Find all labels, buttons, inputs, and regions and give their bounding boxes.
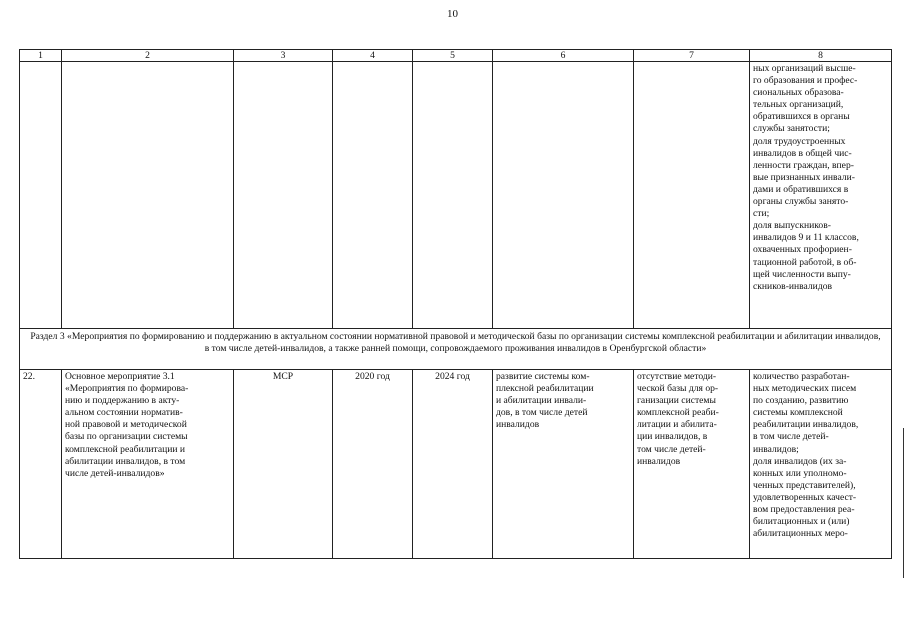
column-number: 3 (234, 50, 333, 62)
row-number: 22. (20, 370, 62, 559)
column-number: 2 (62, 50, 234, 62)
empty-cell (634, 62, 750, 329)
empty-cell (413, 62, 493, 329)
indicators-cell: ных организаций высше- го образования и профес- сиональных образова- тельных организаций, обратившихся в органы службы занятости; доля трудоустроенных инвалидов в общей чис- ленности граждан, впер- вые признанных инвали- дами и обратившихся в органы службы занято- сти; доля выпускников- инвалидов 9 и 11 классов, охваченных профориен- тационной работой, в об- щей численности выпу- скников-инвалидов (750, 62, 892, 329)
consequences: отсутствие методи- ческой базы для ор- ганизации системы комплексной реаби- литации и абилита- ции инвалидов, в том числе детей- инвалидов (634, 370, 750, 559)
empty-cell (234, 62, 333, 329)
section-title: Раздел 3 «Мероприятия по формированию и поддержанию в актуальном состоянии нормативной правовой и методической базы по организации системы комплексной реабилитации и абилитации инвалидов, в том числе детей-инвалидов, а также ранней помощи, сопровождаемого проживания инвалидов в Оренбургской области» (20, 329, 892, 370)
column-number: 7 (634, 50, 750, 62)
column-number-row (20, 50, 892, 62)
measure-name: Основное мероприятие 3.1 «Мероприятия по формирова- нию и поддержанию в акту- альном состоянии норматив- ной правовой и методической базы по организации системы комплексной реабилитации и абилитации инвалидов, в том числе детей-инвалидов» (62, 370, 234, 559)
section-row (20, 329, 892, 370)
executor: МСР (234, 370, 333, 559)
program-table (19, 49, 892, 559)
end-date: 2024 год (413, 370, 493, 559)
expected-result: развитие системы ком- плексной реабилитации и абилитации инвали- дов, в том числе детей инвалидов (493, 370, 634, 559)
column-number: 6 (493, 50, 634, 62)
empty-cell (333, 62, 413, 329)
scan-edge-line (903, 428, 904, 578)
page-number: 10 (447, 8, 458, 20)
empty-cell (62, 62, 234, 329)
empty-cell (493, 62, 634, 329)
column-number: 1 (20, 50, 62, 62)
column-number: 8 (750, 50, 892, 62)
empty-cell (20, 62, 62, 329)
column-number: 5 (413, 50, 493, 62)
table-row (20, 370, 892, 559)
column-number: 4 (333, 50, 413, 62)
indicators-cell: количество разработан- ных методических писем по созданию, развитию системы комплексной реабилитации инвалидов, в том числе детей- инвалидов; доля инвалидов (их за- конных или уполномо- ченных представителей), удовлетворенных качест- вом предоставления реа- билитационных и (или) абилитационных меро- (750, 370, 892, 559)
continuation-row (20, 62, 892, 329)
start-date: 2020 год (333, 370, 413, 559)
